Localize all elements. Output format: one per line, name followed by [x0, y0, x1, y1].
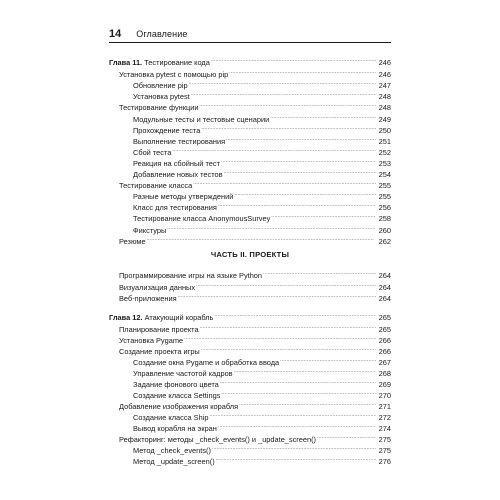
toc-entry-label: Разные методы утверждений [133, 192, 234, 201]
toc-entry [133, 354, 391, 365]
toc-entry-label: Прохождение теста [133, 126, 201, 135]
toc-entry-label: Фикстуры [133, 226, 167, 235]
dot-leader [211, 54, 376, 65]
toc-page-number: 247 [378, 81, 391, 90]
toc-page-number: 268 [378, 369, 391, 378]
toc-page-number: 264 [378, 271, 391, 280]
toc-page-number: 248 [378, 103, 391, 112]
toc-entry [119, 177, 391, 188]
toc-page-number: 269 [378, 380, 391, 389]
chapter-label: Глава 12. [109, 313, 143, 322]
toc-entry [133, 387, 391, 398]
dot-leader [226, 133, 376, 144]
dot-leader [263, 267, 376, 278]
toc-page-number: 267 [378, 358, 391, 367]
toc-entry-label: Резюме [119, 237, 146, 246]
toc-page-number: 264 [378, 283, 391, 292]
toc-entry [133, 210, 391, 221]
toc-entry [119, 267, 391, 278]
dot-leader [214, 309, 376, 320]
toc-entry-label: Создание проекта игры [119, 347, 200, 356]
toc-entry [133, 144, 391, 155]
toc-entry [119, 66, 391, 77]
toc-page-number: 246 [378, 70, 391, 79]
toc-entry [133, 453, 391, 464]
dot-leader [224, 166, 376, 177]
toc-page-number: 260 [378, 226, 391, 235]
toc-entry [133, 166, 391, 177]
toc-page-number: 272 [378, 413, 391, 422]
toc-entry [133, 365, 391, 376]
dot-leader [191, 88, 376, 99]
dot-leader [239, 398, 376, 409]
toc-page-number: 266 [378, 347, 391, 356]
dot-leader [200, 321, 376, 332]
toc-entry [119, 290, 391, 301]
dot-leader [193, 177, 376, 188]
toc-entry [119, 398, 391, 409]
dot-leader [184, 332, 376, 343]
toc-entry [133, 155, 391, 166]
dot-leader [178, 290, 376, 301]
dot-leader [317, 431, 376, 442]
toc-entry [133, 199, 391, 210]
toc-page-number: 276 [378, 457, 391, 466]
dot-leader [201, 122, 376, 133]
toc-entry-label: Визуализация данных [119, 283, 196, 292]
toc-page-number: 254 [378, 170, 391, 179]
toc-entry [133, 376, 391, 387]
toc-entry [133, 409, 391, 420]
toc-entry-label: Выполнение тестирования [133, 137, 226, 146]
toc-entry [119, 233, 391, 244]
toc-entry-label: Создание класса Settings [133, 391, 221, 400]
toc-entry-label: Добавление изображения корабля [119, 402, 239, 411]
toc-entry [133, 122, 391, 133]
toc-entry-label: Тестирование кода [142, 58, 210, 67]
dot-leader [189, 77, 376, 88]
toc-entry-label: Тестирование класса AnonymousSurvey [133, 214, 271, 223]
dot-leader [147, 233, 376, 244]
toc-entry [109, 54, 391, 65]
toc-entry-label: Рефакторинг: методы _check_events() и _update_screen() [119, 435, 317, 444]
toc-entry [133, 133, 391, 144]
toc-entry [133, 77, 391, 88]
toc-entry-label: Планирование проекта [119, 325, 199, 334]
toc-entry [133, 88, 391, 99]
toc-entry [133, 442, 391, 453]
dot-leader [220, 376, 376, 387]
part-heading: ЧАСТЬ II. ПРОЕКТЫ [210, 250, 290, 259]
toc-page-number: 249 [378, 115, 391, 124]
toc-entry-label: Атакующий корабль [142, 313, 214, 322]
toc-page-number: 256 [378, 203, 391, 212]
dot-leader [221, 387, 376, 398]
toc-entry [109, 309, 391, 320]
toc-entry-label: Реакция на сбойный тест [133, 159, 220, 168]
toc-entry-label: Задание фонового цвета [133, 380, 219, 389]
page-number: 14 [109, 28, 122, 40]
toc-page-number: 262 [378, 237, 391, 246]
toc-entry-title [133, 456, 215, 467]
toc-entry [133, 111, 391, 122]
toc-entry-label: Тестирование функции [119, 103, 199, 112]
toc-page-number: 265 [378, 313, 391, 322]
toc-page-number: 275 [378, 435, 391, 444]
dot-leader [218, 199, 376, 210]
dot-leader [167, 222, 376, 233]
dot-leader [234, 365, 376, 376]
toc-entry-label: Обновление pip [133, 81, 188, 90]
toc-page-number: 275 [378, 446, 391, 455]
dot-leader [229, 66, 376, 77]
toc-entry-title [119, 293, 177, 304]
toc-entry [119, 343, 391, 354]
toc-entry [133, 222, 391, 233]
toc-page-number: 264 [378, 294, 391, 303]
toc-entry [119, 321, 391, 332]
dot-leader [221, 155, 376, 166]
toc-entry-label: Вывод корабля на экран [133, 424, 217, 433]
dot-leader [196, 279, 376, 290]
toc-page-number: 270 [378, 391, 391, 400]
toc-entry-label: Модульные тесты и тестовые сценарии [133, 115, 270, 124]
toc-entry-label: Установка pytest с помощью pip [119, 70, 229, 79]
dot-leader [280, 354, 376, 365]
toc-entry [119, 279, 391, 290]
dot-leader [201, 343, 376, 354]
dot-leader [270, 111, 376, 122]
toc-page-number: 255 [378, 181, 391, 190]
toc-entry-label: Управление частотой кадров [133, 369, 233, 378]
toc-entry-label: Установка pytest [133, 92, 190, 101]
dot-leader [234, 188, 376, 199]
toc-page-number: 266 [378, 336, 391, 345]
toc-entry-label: Тестирование класса [119, 181, 193, 190]
toc-entry-label: Добавление новых тестов [133, 170, 223, 179]
toc-page-number: 251 [378, 137, 391, 146]
dot-leader [218, 420, 376, 431]
toc-entry-label: Установка Pygame [119, 336, 184, 345]
dot-leader [216, 453, 376, 464]
chapter-label: Глава 11. [109, 58, 143, 67]
toc-page-number: 246 [378, 58, 391, 67]
toc-page-number: 258 [378, 214, 391, 223]
dot-leader [212, 442, 376, 453]
toc-entry-label: Веб-приложения [119, 294, 177, 303]
dot-leader [271, 210, 376, 221]
toc-entry [133, 188, 391, 199]
toc-entry-label: Программирование игры на языке Python [119, 271, 263, 280]
dot-leader [199, 99, 376, 110]
running-title: Оглавление [136, 29, 188, 39]
toc-entry-label: Создание класса Ship [133, 413, 209, 422]
toc-page-number: 265 [378, 325, 391, 334]
dot-leader [209, 409, 376, 420]
dot-leader [172, 144, 376, 155]
toc-entry-label: Метод _check_events() [133, 446, 211, 455]
toc-page-number: 271 [378, 402, 391, 411]
toc-entry [119, 99, 391, 110]
toc-page-number: 253 [378, 159, 391, 168]
toc-page-number: 255 [378, 192, 391, 201]
toc-entry-label: Метод _update_screen() [133, 457, 215, 466]
toc-entry [133, 420, 391, 431]
toc-entry-title [119, 236, 146, 247]
toc-entry-label: Класс для тестирования [133, 203, 217, 212]
toc-page-number: 252 [378, 148, 391, 157]
toc-entry-label: Сбой теста [133, 148, 172, 157]
toc-page-number: 248 [378, 92, 391, 101]
toc-entry [119, 332, 391, 343]
toc-page-number: 274 [378, 424, 391, 433]
toc-entry [119, 431, 391, 442]
toc-entry-label: Создание окна Pygame и обработка ввода [133, 358, 280, 367]
toc-page-number: 250 [378, 126, 391, 135]
